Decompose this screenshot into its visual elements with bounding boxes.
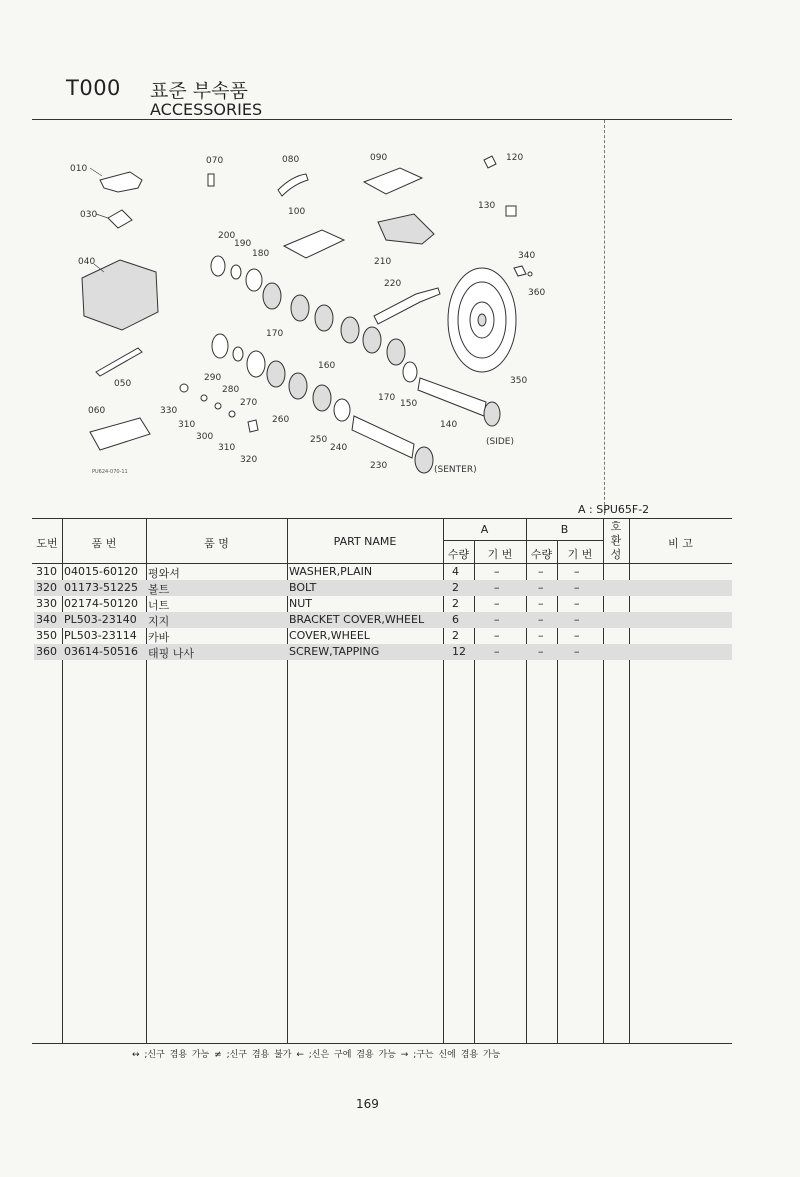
- cell-qty-a: 2: [452, 629, 459, 642]
- col-divider: [603, 518, 604, 1043]
- cell-qty-b: –: [538, 597, 544, 610]
- cell-ref: 360: [36, 645, 57, 658]
- header-ref: 도번: [36, 537, 58, 550]
- part-030-clip: [108, 210, 132, 228]
- part-140-spline: [484, 402, 500, 426]
- label-260: 260: [272, 415, 290, 425]
- cell-qty-a: 4: [452, 565, 459, 578]
- header-part-no: 품 번: [91, 537, 117, 550]
- col-divider: [526, 518, 527, 1043]
- label-340: 340: [518, 251, 536, 261]
- cell-part-name: NUT: [289, 597, 312, 610]
- cell-part-name: COVER,WHEEL: [289, 629, 370, 642]
- label-030: 030: [80, 210, 98, 220]
- model-label: A : SPU65F-2: [578, 503, 650, 516]
- table-row: [34, 580, 732, 596]
- part-200-bearing: [211, 256, 225, 276]
- cell-part-name: BOLT: [289, 581, 317, 594]
- cell-name-ko: 볼트: [148, 583, 170, 596]
- part-210-bracket: [378, 214, 434, 244]
- cell-qty-a: 2: [452, 581, 459, 594]
- label-280: 280: [222, 385, 240, 395]
- label-010: 010: [70, 164, 88, 174]
- header-name-ko: 품 명: [204, 537, 229, 550]
- part-050-bar: [96, 348, 142, 376]
- part-060-sheet: [90, 418, 150, 450]
- part-180-ring: [246, 269, 262, 291]
- cell-name-ko: 너트: [148, 599, 170, 612]
- part-090-pad: [364, 168, 422, 194]
- part-010-plate: [100, 172, 142, 192]
- cell-spec-a: –: [494, 645, 500, 658]
- label-050: 050: [114, 379, 132, 389]
- cell-spec-b: –: [574, 581, 580, 594]
- label-310b: 310: [218, 443, 236, 453]
- label-120: 120: [506, 153, 524, 163]
- cell-name-ko: 지지: [148, 615, 170, 628]
- cell-spec-a: –: [494, 581, 500, 594]
- col-divider: [443, 518, 444, 1043]
- label-240: 240: [330, 443, 348, 453]
- label-210: 210: [374, 257, 392, 267]
- cell-name-ko: 태핑 나사: [148, 647, 195, 660]
- cell-ref: 310: [36, 565, 57, 578]
- label-senter: (SENTER): [434, 465, 477, 475]
- label-330: 330: [160, 406, 178, 416]
- part-300-washer: [215, 403, 221, 409]
- cell-name-ko: 평와셔: [148, 567, 180, 580]
- cell-qty-b: –: [538, 645, 544, 658]
- header-spec-b: 기 번: [567, 548, 593, 561]
- header-rule: [32, 119, 732, 120]
- cell-qty-b: –: [538, 581, 544, 594]
- cell-ref: 320: [36, 581, 57, 594]
- col-divider: [146, 518, 147, 1043]
- part-190-ring: [231, 265, 241, 279]
- cell-spec-b: –: [574, 597, 580, 610]
- header-spec-a: 기 번: [487, 548, 513, 561]
- section-title-english: ACCESSORIES: [150, 100, 263, 119]
- label-320: 320: [240, 455, 258, 465]
- label-270: 270: [240, 398, 258, 408]
- cell-qty-a: 2: [452, 597, 459, 610]
- cell-spec-b: –: [574, 613, 580, 626]
- label-150: 150: [400, 399, 418, 409]
- part-230-spline: [415, 447, 433, 473]
- cell-qty-a: 6: [452, 613, 459, 626]
- label-100: 100: [288, 207, 306, 217]
- table-row: [34, 644, 732, 660]
- label-360: 360: [528, 288, 546, 298]
- part-330-nut: [180, 384, 188, 392]
- cell-spec-b: –: [574, 565, 580, 578]
- cell-spec-a: –: [494, 597, 500, 610]
- label-140: 140: [440, 420, 458, 430]
- part-340-bracket: [514, 266, 526, 276]
- cell-spec-b: –: [574, 645, 580, 658]
- cell-part-no: 01173-51225: [64, 581, 138, 594]
- label-200: 200: [218, 231, 236, 241]
- lower-gear-stack: [212, 334, 350, 421]
- part-120-bolt: [484, 156, 496, 168]
- part-230-shaft: [352, 416, 414, 458]
- header-remark: 비 고: [668, 537, 693, 550]
- label-080: 080: [282, 155, 300, 165]
- part-220-tool: [374, 288, 440, 324]
- label-160: 160: [318, 361, 336, 371]
- part-320-bolt: [248, 420, 258, 432]
- cell-ref: 340: [36, 613, 57, 626]
- cell-name-ko: 카바: [148, 631, 170, 644]
- label-170b: 170: [378, 393, 396, 403]
- cell-part-no: 04015-60120: [64, 565, 138, 578]
- label-310a: 310: [178, 420, 196, 430]
- cell-spec-a: –: [494, 613, 500, 626]
- label-130: 130: [478, 201, 496, 211]
- cell-qty-a: 12: [452, 645, 466, 658]
- cell-ref: 330: [36, 597, 57, 610]
- header-a: A: [480, 523, 489, 536]
- cell-part-name: WASHER,PLAIN: [289, 565, 373, 578]
- subheader-rule: [443, 540, 603, 541]
- upper-gear-stack: [263, 283, 405, 365]
- compatibility-legend: ↔ ;신구 겸용 가능 ≠ ;신구 겸용 불가 ← ;신은 구에 겸용 가능 → ;구는 신에 겸용 가능: [132, 1050, 501, 1060]
- label-300: 300: [196, 432, 214, 442]
- cell-ref: 350: [36, 629, 57, 642]
- col-divider: [629, 518, 630, 1043]
- header-b: B: [560, 523, 569, 536]
- label-350: 350: [510, 376, 528, 386]
- cell-part-no: 02174-50120: [64, 597, 138, 610]
- part-130-nut: [506, 206, 516, 216]
- header-part-name: PART NAME: [333, 535, 397, 548]
- cell-part-name: SCREW,TAPPING: [289, 645, 380, 658]
- col-divider: [62, 518, 63, 1043]
- cell-spec-a: –: [494, 629, 500, 642]
- part-360-screw: [528, 272, 532, 276]
- header-compat: 호환성: [610, 520, 622, 561]
- col-divider: [287, 518, 288, 1043]
- cell-part-no: 03614-50516: [64, 645, 138, 658]
- label-230: 230: [370, 461, 388, 471]
- section-code: T000: [66, 76, 121, 100]
- part-040-cover: [82, 260, 158, 330]
- label-190: 190: [234, 239, 252, 249]
- cell-spec-a: –: [494, 565, 500, 578]
- label-220: 220: [384, 279, 402, 289]
- part-070-pin: [208, 174, 214, 186]
- header-bottom-rule: [32, 563, 732, 564]
- header-qty-b: 수량: [530, 548, 553, 561]
- part-150-ring: [403, 362, 417, 382]
- page-number: 169: [356, 1097, 379, 1111]
- cell-qty-b: –: [538, 613, 544, 626]
- exploded-parts-diagram: [60, 140, 600, 480]
- label-060: 060: [88, 406, 106, 416]
- part-080-hose: [278, 174, 308, 196]
- cell-part-no: PL503-23114: [64, 629, 137, 642]
- cell-qty-b: –: [538, 565, 544, 578]
- cell-part-name: BRACKET COVER,WHEEL: [289, 613, 425, 626]
- section-title-korean: 표준 부속품: [150, 80, 248, 102]
- label-040: 040: [78, 257, 96, 267]
- label-090: 090: [370, 153, 388, 163]
- label-170a: 170: [266, 329, 284, 339]
- header-qty-a: 수량: [447, 548, 470, 561]
- part-310-washer-b: [229, 411, 235, 417]
- part-350-wheel-cover: [448, 268, 516, 372]
- label-070: 070: [206, 156, 224, 166]
- cell-qty-b: –: [538, 629, 544, 642]
- diagram-code: PU624-070-11: [92, 469, 128, 475]
- table-top-rule: [32, 518, 732, 519]
- table-row: [34, 612, 732, 628]
- part-310-washer: [201, 395, 207, 401]
- label-side: (SIDE): [486, 437, 515, 447]
- label-250: 250: [310, 435, 328, 445]
- label-290: 290: [204, 373, 222, 383]
- cell-part-no: PL503-23140: [64, 613, 137, 626]
- cell-spec-b: –: [574, 629, 580, 642]
- part-100-pad: [284, 230, 344, 258]
- label-180: 180: [252, 249, 270, 259]
- table-bottom-rule: [32, 1043, 732, 1044]
- diagram-divider: [604, 120, 605, 515]
- part-140-shaft: [418, 378, 486, 416]
